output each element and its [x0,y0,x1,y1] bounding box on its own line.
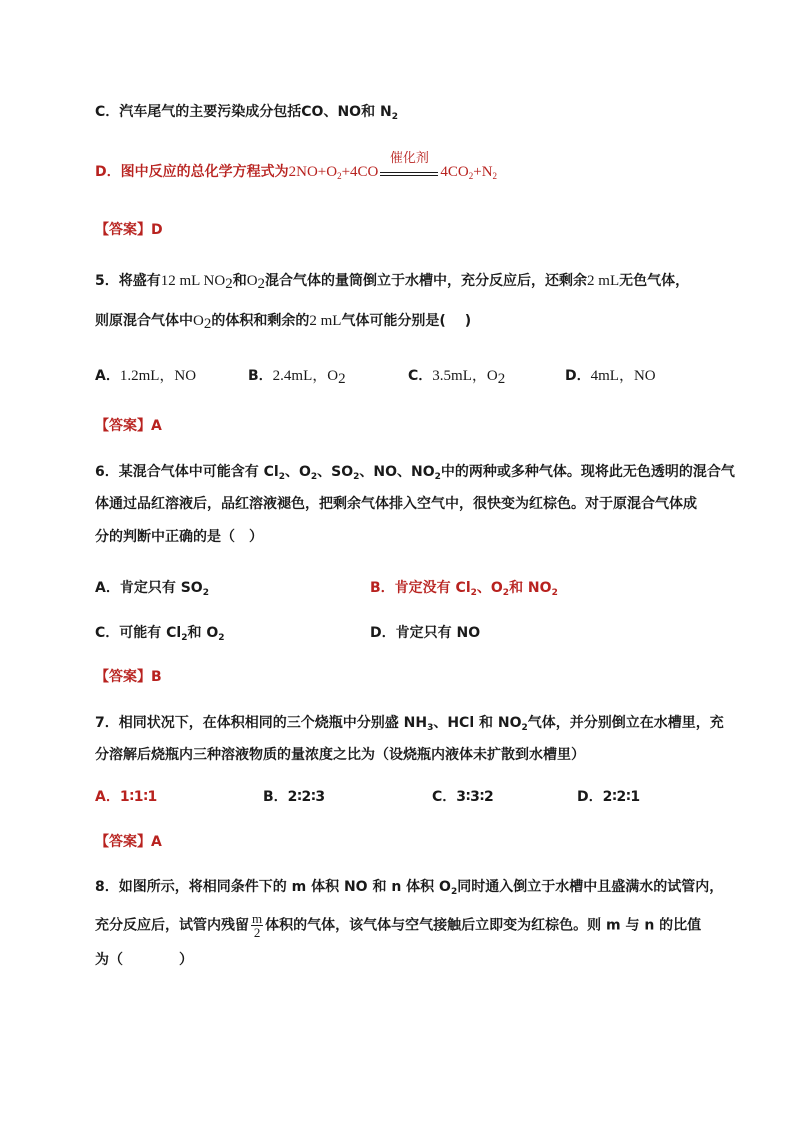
q7-option-a: A．1∶1∶1 [95,789,158,805]
q6-option-b: B．肯定没有 $Cl_2$、$O_2$和 $NO_2$ [370,580,558,598]
q5-option-c: C．3.5mL，$O_2$ [408,368,506,387]
q5-option-a: A．1.2mL，NO [95,368,197,384]
q6-option-a: A．肯定只有 $SO_2$ [95,580,209,598]
q4-option-c: C．汽车尾气的主要污染成分包括CO、NO和 $N_2$ [95,104,398,122]
q5-stem-line2: 则原混合气体中$O_2$的体积和剩余的2 mL气体可能分别是( ) [95,313,472,332]
q8-stem-line2: 充分反应后，试管内残留 $\frac{m}{2}$ 体积的气体，该气体与空气接触后立即变为红棕色。则 m 与 n 的比值 [95,911,702,940]
q6-stem-line1: 6．某混合气体中可能含有 $Cl_2$、$O_2$、$SO_2$、NO、$NO_2$中的两种或多种气体。现将此无色透明的混合气 [95,464,735,482]
q7-stem-line2: 分溶解后烧瓶内三种溶液物质的量浓度之比为（设烧瓶内液体未扩散到水槽里） [95,747,585,763]
q7-option-c: C．3∶3∶2 [432,789,494,805]
q7-stem-line1: 7．相同状况下，在体积相同的三个烧瓶中分别盛 $NH_3$、HCl 和 $NO_2$气体，并分别倒立在水槽里，充 [95,715,724,733]
q6-answer: 【答案】B [95,669,162,685]
q4-answer: 【答案】D [95,222,163,238]
q5-stem-line1: 5．将盛有12 mL $NO_2$和$O_2$混合气体的量筒倒立于水槽中，充分反应后，还剩余2 mL无色气体， [95,273,690,292]
q5-option-d: D．4mL，NO [565,368,656,384]
fraction-m-over-2: $\frac{m}{2}$ [252,911,263,940]
q8-stem-line3: 为（ ） [95,952,193,968]
q5-answer: 【答案】A [95,418,162,434]
q7-option-d: D．2∶2∶1 [577,789,641,805]
q6-stem-line2: 体通过品红溶液后，品红溶液褪色，把剩余气体排入空气中，很快变为红棕色。对于原混合气体成 [95,496,697,512]
reaction-equation: $2NO+O_2+4CO$ 催化剂 $4CO_2+N_2$ [288,150,498,181]
q7-option-b: B．2∶2∶3 [263,789,326,805]
q8-stem-line1: 8．如图所示，将相同条件下的 m 体积 NO 和 n 体积 $O_2$同时通入倒立于水槽中且盛满水的试管内， [95,879,724,897]
q5-option-b: B．2.4mL，$O_2$ [248,368,346,387]
catalyst-arrow: 催化剂 [380,163,438,183]
q6-option-d: D．肯定只有 NO [370,625,481,641]
q6-option-c: C．可能有 $Cl_2$和 $O_2$ [95,625,225,643]
q7-answer: 【答案】A [95,834,162,850]
q4-option-d: D．图中反应的总化学方程式为$2NO+O_2+4CO$ 催化剂 $4CO_2+N_2$ [95,150,498,181]
q6-stem-line3: 分的判断中正确的是（ ） [95,529,263,545]
